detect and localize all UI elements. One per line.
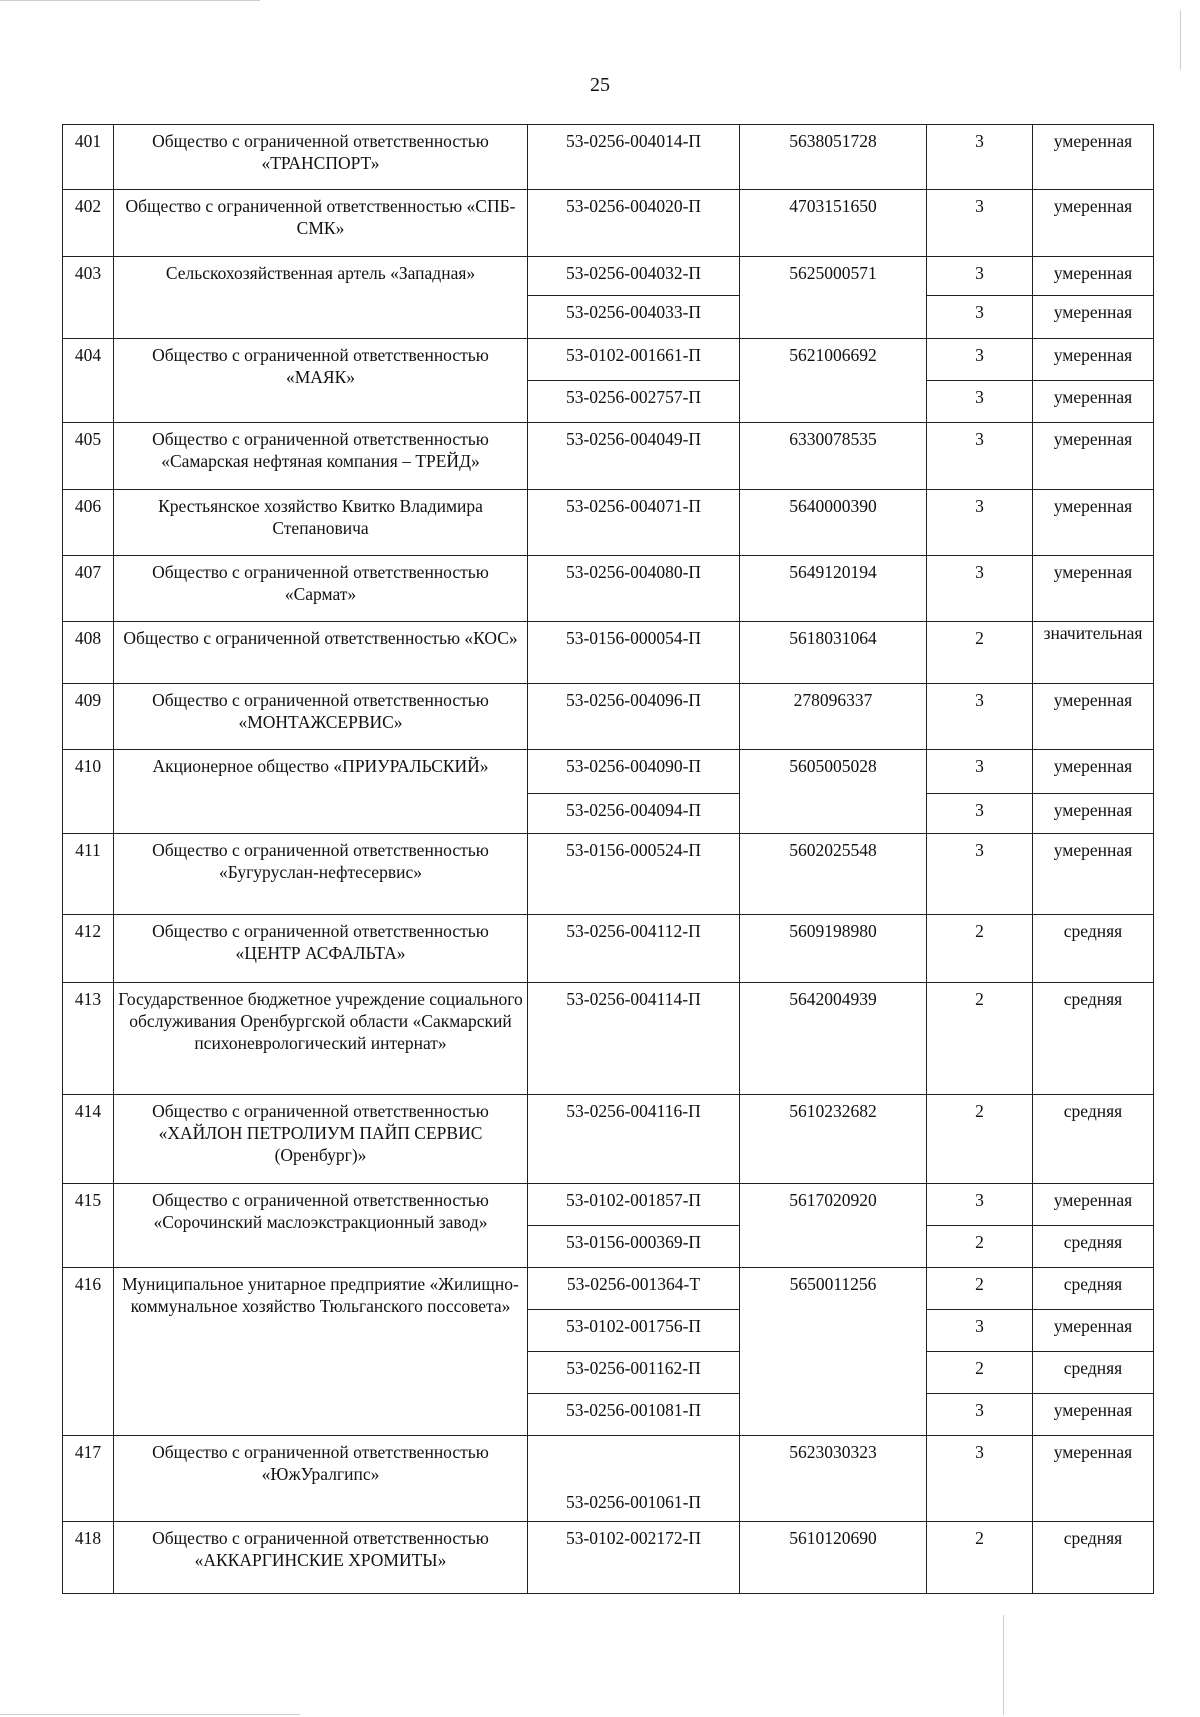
hazard-category: 3 — [927, 794, 1033, 834]
row-number: 418 — [63, 1522, 114, 1594]
table-row — [63, 1184, 1154, 1226]
hazard-category: 3 — [927, 750, 1033, 794]
hazard-category: 2 — [927, 1095, 1033, 1184]
inn: 5618031064 — [740, 622, 927, 684]
table-row — [63, 125, 1154, 190]
organization-name: Общество с ограниченной ответственностью «СПБ-СМК» — [114, 190, 528, 257]
hazard-category: 3 — [927, 423, 1033, 490]
inn: 5605005028 — [740, 750, 927, 834]
hazard-category: 3 — [927, 684, 1033, 750]
risk-level: средняя — [1033, 1226, 1154, 1268]
organization-name: Акционерное общество «ПРИУРАЛЬСКИЙ» — [114, 750, 528, 834]
object-reg-code: 53-0256-004033-П — [528, 296, 740, 339]
risk-level: средняя — [1033, 915, 1154, 983]
scan-artifact — [0, 1714, 300, 1715]
risk-level: умеренная — [1033, 794, 1154, 834]
organization-name: Общество с ограниченной ответственностью «МОНТАЖСЕРВИС» — [114, 684, 528, 750]
table-row — [63, 684, 1154, 750]
row-number: 416 — [63, 1268, 114, 1436]
row-number: 415 — [63, 1184, 114, 1268]
hazard-category: 3 — [927, 1310, 1033, 1352]
inn: 5610120690 — [740, 1522, 927, 1594]
inn: 5642004939 — [740, 983, 927, 1095]
organization-name: Общество с ограниченной ответственностью «ЮжУралгипс» — [114, 1436, 528, 1522]
table-row — [63, 622, 1154, 684]
row-number: 408 — [63, 622, 114, 684]
risk-level: средняя — [1033, 1095, 1154, 1184]
hazard-category: 2 — [927, 983, 1033, 1095]
hazard-category: 3 — [927, 1436, 1033, 1522]
risk-level: умеренная — [1033, 684, 1154, 750]
row-number: 407 — [63, 556, 114, 622]
risk-level: умеренная — [1033, 296, 1154, 339]
object-reg-code: 53-0256-001081-П — [528, 1394, 740, 1436]
risk-level: умеренная — [1033, 190, 1154, 257]
hazard-category: 3 — [927, 257, 1033, 296]
risk-level: средняя — [1033, 1522, 1154, 1594]
registry-table — [62, 124, 1154, 1594]
organization-name: Общество с ограниченной ответственностью «Сармат» — [114, 556, 528, 622]
risk-level: умеренная — [1033, 257, 1154, 296]
object-reg-code: 53-0256-004020-П — [528, 190, 740, 257]
inn: 5625000571 — [740, 257, 927, 339]
object-reg-code: 53-0256-004090-П — [528, 750, 740, 794]
hazard-category: 3 — [927, 556, 1033, 622]
hazard-category: 3 — [927, 834, 1033, 915]
organization-name: Общество с ограниченной ответственностью «АККАРГИНСКИЕ ХРОМИТЫ» — [114, 1522, 528, 1594]
organization-name: Крестьянское хозяйство Квитко Владимира Степановича — [114, 490, 528, 556]
hazard-category: 3 — [927, 339, 1033, 381]
organization-name: Общество с ограниченной ответственностью «Сорочинский маслоэкстракционный завод» — [114, 1184, 528, 1268]
object-reg-code: 53-0256-004116-П — [528, 1095, 740, 1184]
row-number: 405 — [63, 423, 114, 490]
risk-level: умеренная — [1033, 750, 1154, 794]
organization-name: Муниципальное унитарное предприятие «Жилищно-коммунальное хозяйство Тюльганского поссовета» — [114, 1268, 528, 1436]
table-row — [63, 1522, 1154, 1594]
object-reg-code: 53-0256-004096-П — [528, 684, 740, 750]
risk-level: умеренная — [1033, 490, 1154, 556]
page-number: 25 — [590, 74, 610, 96]
object-reg-code: 53-0256-004080-П — [528, 556, 740, 622]
inn: 5638051728 — [740, 125, 927, 190]
risk-level: средняя — [1033, 983, 1154, 1095]
risk-level: умеренная — [1033, 381, 1154, 423]
table-row — [63, 834, 1154, 915]
table-row — [63, 1436, 1154, 1522]
inn: 5609198980 — [740, 915, 927, 983]
risk-level: умеренная — [1033, 834, 1154, 915]
table-row — [63, 423, 1154, 490]
risk-level: значительная — [1033, 622, 1154, 684]
object-reg-code: 53-0256-004032-П — [528, 257, 740, 296]
table-row — [63, 556, 1154, 622]
risk-level: умеренная — [1033, 423, 1154, 490]
risk-level: умеренная — [1033, 1436, 1154, 1522]
object-reg-code: 53-0102-001756-П — [528, 1310, 740, 1352]
row-number: 402 — [63, 190, 114, 257]
hazard-category: 3 — [927, 190, 1033, 257]
inn: 4703151650 — [740, 190, 927, 257]
row-number: 414 — [63, 1095, 114, 1184]
hazard-category: 2 — [927, 915, 1033, 983]
row-number: 417 — [63, 1436, 114, 1522]
risk-level: умеренная — [1033, 125, 1154, 190]
object-reg-code: 53-0256-004071-П — [528, 490, 740, 556]
inn: 6330078535 — [740, 423, 927, 490]
inn: 5617020920 — [740, 1184, 927, 1268]
row-number: 403 — [63, 257, 114, 339]
hazard-category: 3 — [927, 490, 1033, 556]
hazard-category: 2 — [927, 1268, 1033, 1310]
object-reg-code: 53-0256-001364-Т — [528, 1268, 740, 1310]
risk-level: умеренная — [1033, 1394, 1154, 1436]
object-reg-code: 53-0256-004014-П — [528, 125, 740, 190]
table-row — [63, 983, 1154, 1095]
risk-level: умеренная — [1033, 1184, 1154, 1226]
table-row — [63, 915, 1154, 983]
scan-artifact — [1003, 1615, 1004, 1715]
table-row — [63, 1268, 1154, 1310]
row-number: 404 — [63, 339, 114, 423]
risk-level: умеренная — [1033, 339, 1154, 381]
table-row — [63, 1095, 1154, 1184]
hazard-category: 3 — [927, 1394, 1033, 1436]
hazard-category: 2 — [927, 622, 1033, 684]
organization-name: Общество с ограниченной ответственностью «ХАЙЛОН ПЕТРОЛИУМ ПАЙП СЕРВИС (Оренбург)» — [114, 1095, 528, 1184]
scan-artifact — [0, 0, 260, 1]
risk-level: средняя — [1033, 1268, 1154, 1310]
organization-name: Общество с ограниченной ответственностью «КОС» — [114, 622, 528, 684]
object-reg-code: 53-0156-000369-П — [528, 1226, 740, 1268]
table-row — [63, 750, 1154, 794]
hazard-category: 2 — [927, 1226, 1033, 1268]
inn: 5649120194 — [740, 556, 927, 622]
hazard-category: 3 — [927, 296, 1033, 339]
organization-name: Общество с ограниченной ответственностью «Бугуруслан-нефтесервис» — [114, 834, 528, 915]
organization-name: Общество с ограниченной ответственностью «ЦЕНТР АСФАЛЬТА» — [114, 915, 528, 983]
object-reg-code: 53-0256-004114-П — [528, 983, 740, 1095]
hazard-category: 2 — [927, 1352, 1033, 1394]
row-number: 411 — [63, 834, 114, 915]
organization-name: Сельскохозяйственная артель «Западная» — [114, 257, 528, 339]
inn: 278096337 — [740, 684, 927, 750]
risk-level: умеренная — [1033, 1310, 1154, 1352]
hazard-category: 3 — [927, 125, 1033, 190]
object-reg-code: 53-0156-000524-П — [528, 834, 740, 915]
object-reg-code: 53-0256-004112-П — [528, 915, 740, 983]
object-reg-code: 53-0256-002757-П — [528, 381, 740, 423]
row-number: 410 — [63, 750, 114, 834]
inn: 5602025548 — [740, 834, 927, 915]
row-number: 406 — [63, 490, 114, 556]
table-row — [63, 339, 1154, 381]
risk-level: средняя — [1033, 1352, 1154, 1394]
row-number: 413 — [63, 983, 114, 1095]
object-reg-code: 53-0256-004049-П — [528, 423, 740, 490]
inn: 5650011256 — [740, 1268, 927, 1436]
hazard-category: 3 — [927, 1184, 1033, 1226]
table-row — [63, 257, 1154, 296]
inn: 5621006692 — [740, 339, 927, 423]
object-reg-code: 53-0102-002172-П — [528, 1522, 740, 1594]
row-number: 401 — [63, 125, 114, 190]
hazard-category: 3 — [927, 381, 1033, 423]
row-number: 412 — [63, 915, 114, 983]
organization-name: Общество с ограниченной ответственностью «ТРАНСПОРТ» — [114, 125, 528, 190]
organization-name: Общество с ограниченной ответственностью «Самарская нефтяная компания – ТРЕЙД» — [114, 423, 528, 490]
object-reg-code: 53-0256-001162-П — [528, 1352, 740, 1394]
organization-name: Государственное бюджетное учреждение социального обслуживания Оренбургской области «Сакмарский психоневрологический интернат» — [114, 983, 528, 1095]
object-reg-code: 53-0256-001061-П — [528, 1436, 740, 1522]
scan-artifact — [1180, 10, 1181, 70]
organization-name: Общество с ограниченной ответственностью «МАЯК» — [114, 339, 528, 423]
object-reg-code: 53-0102-001661-П — [528, 339, 740, 381]
table-row — [63, 490, 1154, 556]
risk-level: умеренная — [1033, 556, 1154, 622]
hazard-category: 2 — [927, 1522, 1033, 1594]
inn: 5640000390 — [740, 490, 927, 556]
inn: 5623030323 — [740, 1436, 927, 1522]
row-number: 409 — [63, 684, 114, 750]
object-reg-code: 53-0156-000054-П — [528, 622, 740, 684]
table-row — [63, 190, 1154, 257]
object-reg-code: 53-0102-001857-П — [528, 1184, 740, 1226]
inn: 5610232682 — [740, 1095, 927, 1184]
object-reg-code: 53-0256-004094-П — [528, 794, 740, 834]
